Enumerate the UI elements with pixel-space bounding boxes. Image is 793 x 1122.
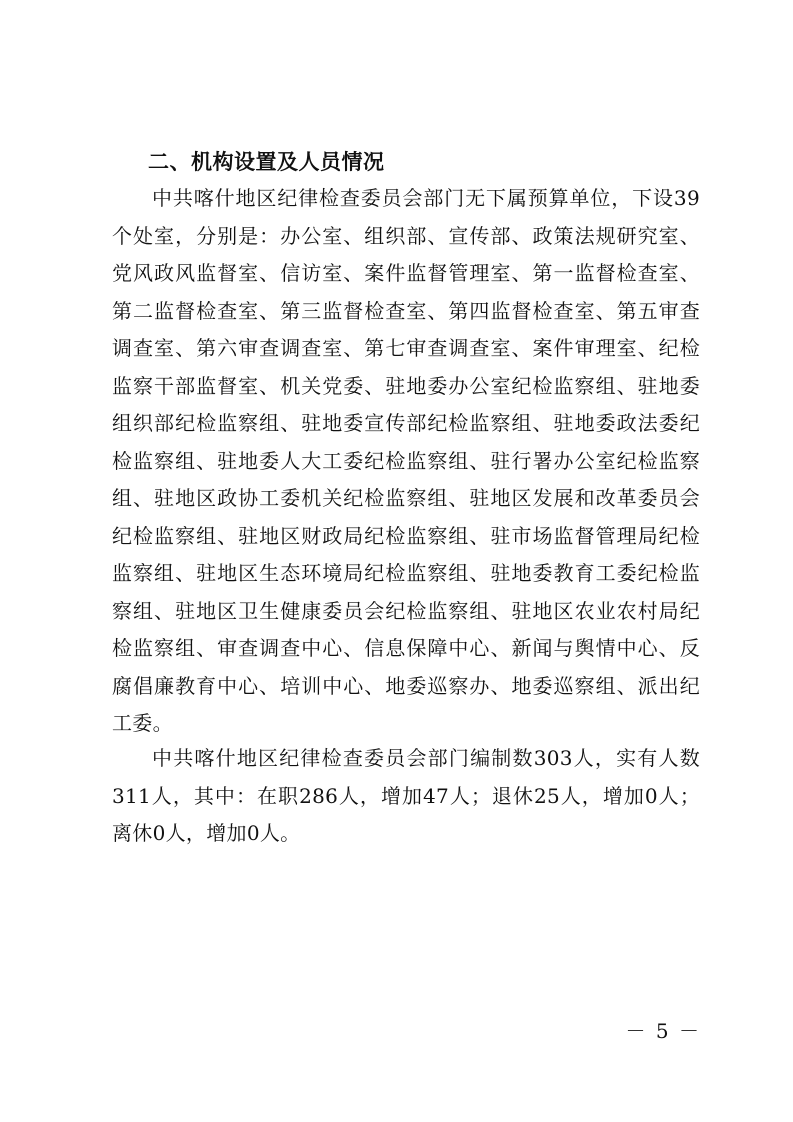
section-heading: 二、机构设置及人员情况 [148,150,385,174]
page-number: － 5 － [625,1019,701,1043]
paragraph-departments: 中共喀什地区纪律检查委员会部门无下属预算单位，下设39个处室，分别是：办公室、组织部、宣传部、政策法规研究室、党风政风监督室、信访室、案件监督管理室、第一监督检查室、第二监督检查室、第三监督检查室、第四监督检查室、第五审查调查室、第六审查调查室、第七审查调查室、案件审理室、纪检监察干部监督室、机关党委、驻地委办公室纪检监察组、驻地委组织部纪检监察组、驻地委宣传部纪检监察组、驻地委政法委纪检监察组、驻地委人大工委纪检监察组、驻行署办公室纪检监察组、驻地区政协工委机关纪检监察组、驻地区发展和改革委员会纪检监察组、驻地区财政局纪检监察组、驻市场监督管理局纪检监察组、驻地区生态环境局纪检监察组、驻地委教育工委纪检监察组、驻地区卫生健康委员会纪检监察组、驻地区农业农村局纪检监察组、审查调查中心、信息保障中心、新闻与舆情中心、反腐倡廉教育中心、培训中心、地委巡察办、地委巡察组、派出纪工委。 [112,186,700,735]
paragraph-staffing: 中共喀什地区纪律检查委员会部门编制数303人，实有人数311人，其中：在职286人，增加47人；退休25人，增加0人；离休0人，增加0人。 [112,746,700,845]
